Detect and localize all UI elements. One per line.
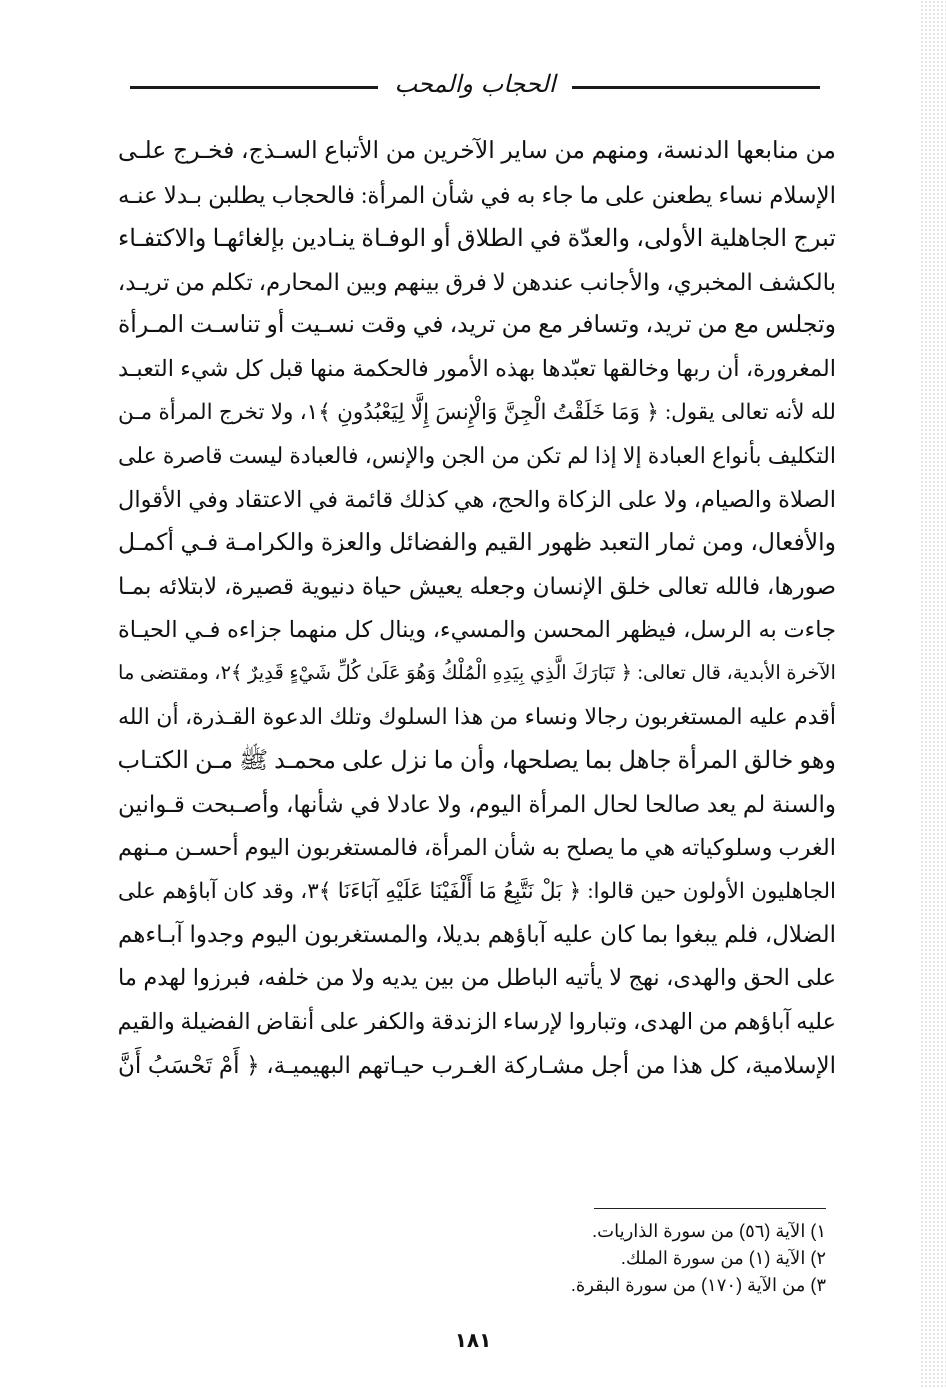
text-line: وتجلس مع من تريد، وتسافر مع من تريد، في وقت نسـيت أو تناسـت المـرأة	[118, 312, 836, 338]
text-line: وهو خالق المرأة جاهل بما يصلحها، وأن ما نزل على محمـد ﷺ مـن الكتـاب	[117, 747, 836, 774]
footnote: ١) الآية (٥٦) من سورة الذاريات.	[592, 1221, 826, 1241]
footnote: ٣) من الآية (١٧٠) من سورة البقرة.	[570, 1275, 826, 1295]
text-line: والأفعال، ومن ثمار التعبد ظهور القيم والفضائل والعزة والكرامـة فـي أكمـل	[118, 529, 836, 556]
footnotes	[400, 1218, 826, 1299]
text-line: على الحق والهدى، نهج لا يأتيه الباطل من بين يديه ولا من خلفه، فبرزوا لهدم ما	[118, 965, 836, 990]
text-line: الضلال، فلم يبغوا بما كان عليه آباؤهم بديلا، والمستغربون اليوم وجدوا آبـاءهم	[118, 922, 836, 948]
header-title: الحجاب والمحب	[394, 70, 556, 98]
header-rule-right	[572, 86, 820, 89]
text-line: جاءت به الرسل، فيظهر المحسن والمسيء، وينال كل منهما جزاءه فـي الحيـاة	[118, 617, 836, 642]
footnote-separator	[594, 1208, 826, 1209]
text-line: الغرب وسلوكياته هي ما يصلح به شأن المرأة، فالمستغربون اليوم أحسـن مـنهم	[118, 834, 836, 860]
text-line: أقدم عليه المستغربون رجالا ونساء من هذا السلوك وتلك الدعوة القـذرة، أن الله	[118, 704, 836, 730]
header-rule-left	[130, 86, 378, 89]
footnote: ٢) الآية (١) من سورة الملك.	[620, 1248, 826, 1268]
text-line: الإسلام نساء يطعنن على ما جاء به في شأن المرأة: فالحجاب يطلبن بـدلا عنـه	[118, 182, 836, 208]
text-line: الآخرة الأبدية، قال تعالى: ﴿ تَبَارَكَ الَّذِي بِيَدِهِ الْمُلْكُ وَهُوَ عَلَىٰ كُلِّ شَيْءٍ قَدِيرٌ ﴾٢، ومقتضى ما	[118, 663, 836, 684]
text-line: من منابعها الدنسة، ومنهم من ساير الآخرين من الأتباع السـذج، فخـرج علـى	[118, 138, 836, 164]
text-line: بالكشف المخبري، والأجانب عندهن لا فرق بينهم وبين المحارم، تكلم من تريـد،	[117, 269, 836, 295]
text-line: الصلاة والصيام، ولا على الزكاة والحج، هي كذلك قائمة في الاعتقاد وفي الأقوال	[118, 486, 836, 512]
text-line: لله لأنه تعالى يقول: ﴿ وَمَا خَلَقْتُ الْجِنَّ وَالْإِنسَ إِلَّا لِيَعْبُدُونِ ﴾١، ولا تخرج المرأة مـن	[118, 400, 836, 424]
text-line: تبرج الجاهلية الأولى، والعدّة في الطلاق أو الوفـاة ينـادين بإلغائهـا والاكتفـاء	[118, 225, 836, 252]
text-line: الإسلامية، كل هذا من أجل مشـاركة الغـرب حيـاتهم البهيميـة، ﴿ أَمْ تَحْسَبُ أَنَّ	[118, 1052, 836, 1078]
page-number: ١٨١	[454, 1328, 492, 1352]
text-line: المغرورة، أن ربها وخالقها تعبّدها بهذه الأمور فالحكمة منها قبل كل شيء التعبـد	[118, 356, 836, 381]
page-edge-texture	[920, 0, 946, 1388]
text-line: الجاهليون الأولون حين قالوا: ﴿ بَلْ نَتَّبِعُ مَا أَلْفَيْنَا عَلَيْهِ آبَاءَنَا ﴾٣، وقد كان آباؤهم على	[118, 878, 836, 903]
text-line: صورها، فالله تعالى خلق الإنسان وجعله يعيش حياة دنيوية قصيرة، لابتلائه بمـا	[118, 574, 836, 600]
text-line: التكليف بأنواع العبادة إلا إذا لم تكن من الجن والإنس، فالعبادة ليست قاصرة على	[118, 443, 836, 469]
running-header	[130, 66, 820, 110]
main-text	[118, 130, 836, 1087]
text-line: عليه آباؤهم من الهدى، وتباروا لإرساء الزندقة والكفر على أنقاض الفضيلة والقيم	[117, 1008, 836, 1034]
text-line: والسنة لم يعد صالحا لحال المرأة اليوم، ولا عادلا في شأنها، وأصـبحت قـوانين	[118, 791, 836, 817]
